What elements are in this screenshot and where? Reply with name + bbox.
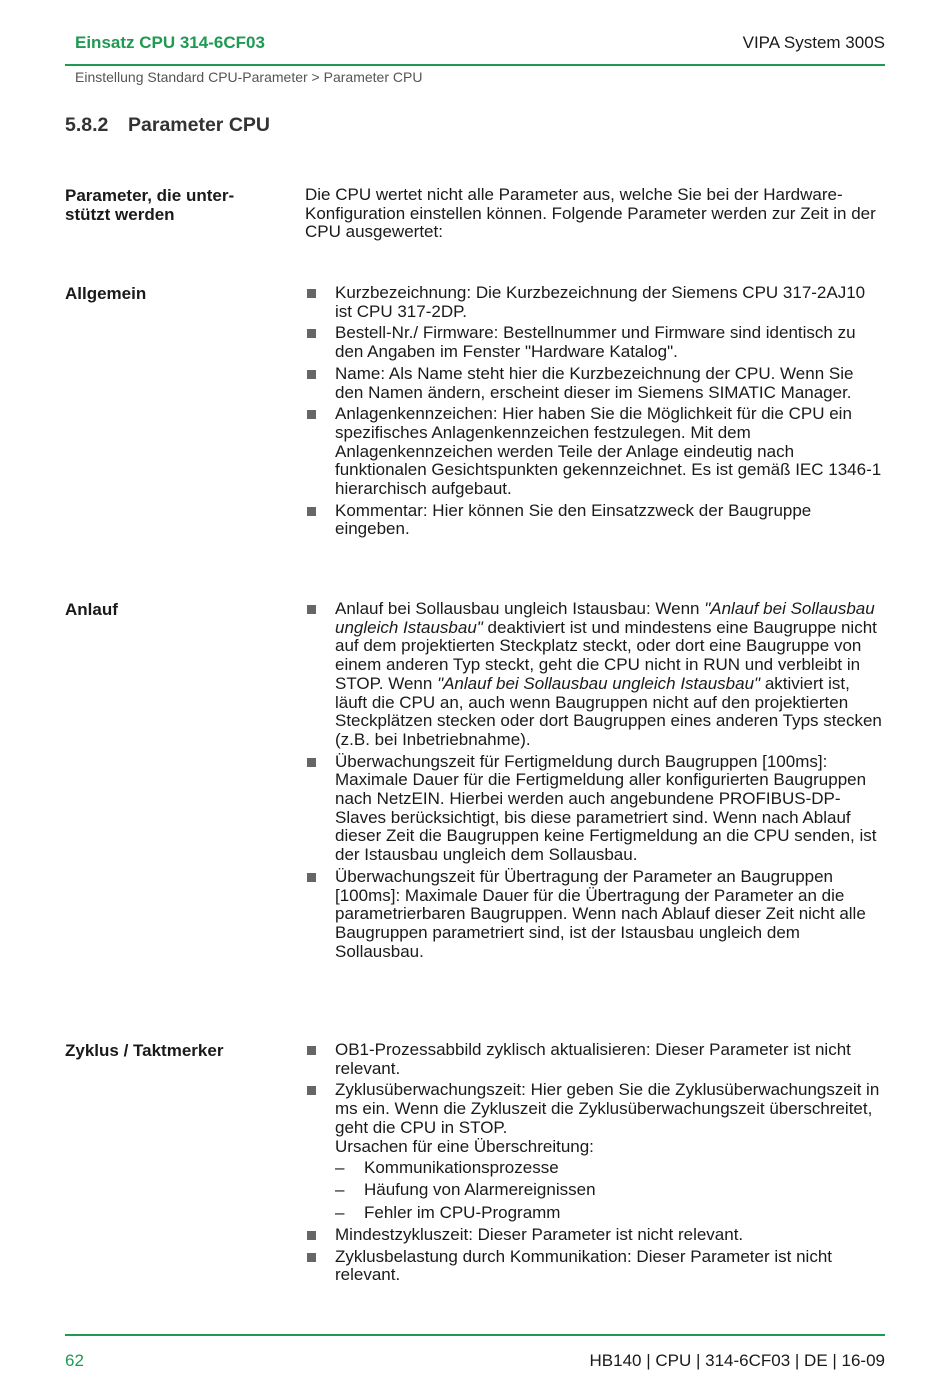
bullet-icon bbox=[307, 873, 316, 882]
bullet-icon bbox=[307, 1253, 316, 1262]
anlauf-label: Anlauf bbox=[65, 600, 118, 619]
intro-label: Parameter, die unter- stützt werden bbox=[65, 186, 235, 224]
bullet-icon bbox=[307, 1046, 316, 1055]
zyklus-list bbox=[305, 1041, 885, 1285]
bullet-icon bbox=[307, 1231, 316, 1240]
list-item: Kurzbezeichnung: Die Kurzbezeichnung der Siemens CPU 317-2AJ10 ist CPU 317-2DP. bbox=[305, 284, 885, 321]
list-item: Mindestzykluszeit: Dieser Parameter ist nicht relevant. bbox=[305, 1226, 885, 1245]
page-number: 62 bbox=[65, 1351, 84, 1370]
list-item: Zyklusbelastung durch Kommunikation: Dieser Parameter ist nicht relevant. bbox=[305, 1248, 885, 1285]
dash-item: – Häufung von Alarmereignissen bbox=[335, 1180, 596, 1200]
causes-list bbox=[335, 1159, 885, 1222]
list-item: Bestell-Nr./ Firmware: Bestellnummer und Firmware sind identisch zu den Angaben im Fenster "Hardware Katalog". bbox=[305, 324, 885, 361]
bullet-icon bbox=[307, 605, 316, 614]
allgemein-label: Allgemein bbox=[65, 284, 147, 303]
section-number: 5.8.2 bbox=[65, 114, 109, 136]
list-item: Überwachungszeit für Übertragung der Parameter an Baugruppen [100ms]: Maximale Dauer für die Übertragung der Parameter an die parametrierbaren Baugruppen. Wenn nach Ablauf dieser Zeit nicht alle Baugruppen parametriert sind, ist der Istausbau ungleich dem Sollausbau. bbox=[305, 868, 885, 962]
dash-icon: – bbox=[335, 1158, 345, 1178]
bullet-icon bbox=[307, 1086, 316, 1095]
anlauf-list bbox=[305, 600, 885, 961]
anlauf-content bbox=[305, 600, 885, 964]
header-rule bbox=[65, 64, 885, 66]
dash-item: – Kommunikationsprozesse bbox=[335, 1158, 559, 1178]
document-id: HB140 | CPU | 314-6CF03 | DE | 16-09 bbox=[589, 1351, 885, 1370]
bullet-icon bbox=[307, 507, 316, 516]
list-item: Kommentar: Hier können Sie den Einsatzzweck der Baugruppe eingeben. bbox=[305, 502, 885, 539]
list-item: Name: Als Name steht hier die Kurzbezeichnung der CPU. Wenn Sie den Namen ändern, erscheint dieser im Siemens SIMATIC Manager. bbox=[305, 365, 885, 402]
allgemein-list bbox=[305, 284, 885, 539]
causes-intro: Ursachen für eine Überschreitung: bbox=[335, 1136, 594, 1156]
dash-icon: – bbox=[335, 1180, 345, 1200]
list-item: Anlagenkennzeichen: Hier haben Sie die Möglichkeit für die CPU ein spezifisches Anlagenkennzeichen festzulegen. Mit dem Anlagenkennzeichen werden Teile der Anlage eindeutig nach funktionalen Gesichtspunkten gekennzeichnet. Es ist gemäß IEC 1346-1 hierarchisch aufgebaut. bbox=[305, 405, 885, 499]
intro-content bbox=[305, 186, 885, 242]
bullet-icon bbox=[307, 758, 316, 767]
section-heading bbox=[65, 114, 270, 137]
header-title: Einsatz CPU 314-6CF03 bbox=[75, 33, 265, 52]
header-product: VIPA System 300S bbox=[742, 33, 885, 52]
bullet-icon bbox=[307, 370, 316, 379]
list-item: OB1-Prozessabbild zyklisch aktualisieren: Dieser Parameter ist nicht relevant. bbox=[305, 1041, 885, 1078]
bullet-icon bbox=[307, 410, 316, 419]
zyklus-label: Zyklus / Taktmerker bbox=[65, 1041, 224, 1060]
dash-item: – Fehler im CPU-Programm bbox=[335, 1202, 561, 1222]
zyklus-content bbox=[305, 1041, 885, 1288]
breadcrumb: Einstellung Standard CPU-Parameter > Parameter CPU bbox=[75, 69, 423, 85]
bullet-icon bbox=[307, 289, 316, 298]
allgemein-content bbox=[305, 284, 885, 542]
section-title: Parameter CPU bbox=[128, 114, 270, 136]
intro-text: Die CPU wertet nicht alle Parameter aus, welche Sie bei der Hardware-Konfiguration einstellen können. Folgende Parameter werden zur Zeit in der CPU ausgewertet: bbox=[305, 185, 876, 242]
bullet-icon bbox=[307, 329, 316, 338]
dash-icon: – bbox=[335, 1202, 345, 1222]
list-item: Überwachungszeit für Fertigmeldung durch Baugruppen [100ms]: Maximale Dauer für die Fertigmeldung aller konfigurierten Baugruppen nach NetzEIN. Hierbei werden auch angebundene PROFIBUS-DP-Slaves berücksichtigt, bis diese parametriert sind. Wenn nach Ablauf dieser Zeit die Baugruppen keine Fertigmeldung an die CPU senden, ist der Istausbau ungleich dem Sollausbau. bbox=[305, 753, 885, 865]
footer-rule bbox=[65, 1334, 885, 1336]
list-item: Anlauf bei Sollausbau ungleich Istausbau: Wenn "Anlauf bei Sollausbau ungleich Istausbau" deaktiviert ist und mindestens eine Baugruppe nicht auf dem projektierten Steckplatz steckt, oder dort eine Baugruppe von einem anderen Typ steckt, geht die CPU nicht in RUN und verbleibt in STOP. Wenn "Anlauf bei Sollausbau ungleich Istausbau" aktiviert ist, läuft die CPU an, auch wenn Baugruppen nicht auf den projektierten Steckplätzen stecken oder dort Baugruppen eines anderen Typs stecken (z.B. bei Inbetriebnahme). bbox=[305, 600, 885, 750]
list-item: Zyklusüberwachungszeit: Hier geben Sie die Zyklusüberwachungszeit in ms ein. Wenn die Zykluszeit die Zyklusüberwachungszeit überschreitet, geht die CPU in STOP. Ursachen für eine Überschreitung: – Kommunikationsprozesse – Häufung von Alarmereignissen – Fehler im CPU-Programm bbox=[305, 1081, 885, 1222]
